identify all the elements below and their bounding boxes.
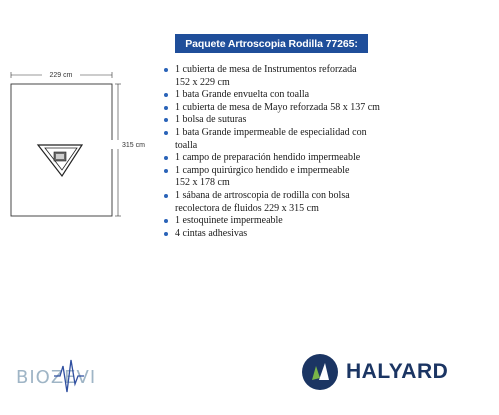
height-label: 315 cm	[122, 142, 145, 149]
list-item	[163, 228, 493, 241]
list-item	[163, 127, 493, 140]
list-item-text: 4 cintas adhesivas	[175, 227, 248, 239]
list-item-text: 1 bolsa de suturas	[175, 114, 247, 126]
bullet-icon	[164, 106, 168, 110]
list-item-text: 152 x 178 cm	[175, 177, 230, 189]
halyard-logo-text: HALYARD	[346, 360, 449, 383]
list-item-text: 1 campo de preparación hendido impermeable	[175, 152, 361, 164]
list-item	[163, 177, 493, 190]
bullet-icon	[164, 169, 168, 173]
width-label: 229 cm	[49, 72, 73, 79]
list-item-text: toalla	[175, 139, 198, 151]
bullet-icon	[164, 118, 168, 122]
list-item-text: 1 bata Grande envuelta con toalla	[175, 89, 310, 101]
list-item	[163, 114, 493, 127]
list-item-text: 1 estoquinete impermeable	[175, 215, 283, 227]
bullet-icon	[164, 219, 168, 223]
list-item	[163, 165, 493, 178]
bullet-icon	[164, 68, 168, 72]
list-item-text: 1 bata Grande impermeable de especialidad con	[175, 126, 367, 138]
halyard-logo	[300, 344, 495, 400]
bullet-icon	[164, 194, 168, 198]
list-item	[163, 140, 493, 153]
list-item	[163, 203, 493, 216]
list-item	[163, 64, 493, 77]
list-item	[163, 102, 493, 115]
list-item	[163, 77, 493, 90]
package-title: Paquete Artroscopia Rodilla 77265:	[175, 34, 368, 53]
halyard-emblem-icon	[300, 352, 340, 392]
list-item	[163, 152, 493, 165]
contents-list	[163, 64, 493, 240]
list-item-text: recolectora de fluidos 229 x 315 cm	[175, 202, 319, 214]
bullet-icon	[164, 232, 168, 236]
bullet-icon	[164, 131, 168, 135]
bullet-icon	[164, 156, 168, 160]
list-item	[163, 89, 493, 102]
drape-diagram	[0, 0, 160, 240]
list-item-text: 152 x 229 cm	[175, 76, 230, 88]
list-item	[163, 215, 493, 228]
biozevi-logo	[14, 354, 149, 398]
bullet-icon	[164, 93, 168, 97]
list-item-text: 1 campo quirúrgico hendido e impermeable	[175, 164, 350, 176]
biozevi-logo-text: BIOZEVI	[16, 367, 97, 388]
list-item	[163, 190, 493, 203]
list-item-text: 1 cubierta de mesa de Mayo reforzada 58 x 137 cm	[175, 101, 380, 113]
list-item-text: 1 cubierta de mesa de Instrumentos reforzada	[175, 64, 357, 75]
list-item-text: 1 sábana de artroscopia de rodilla con bolsa	[175, 189, 350, 201]
